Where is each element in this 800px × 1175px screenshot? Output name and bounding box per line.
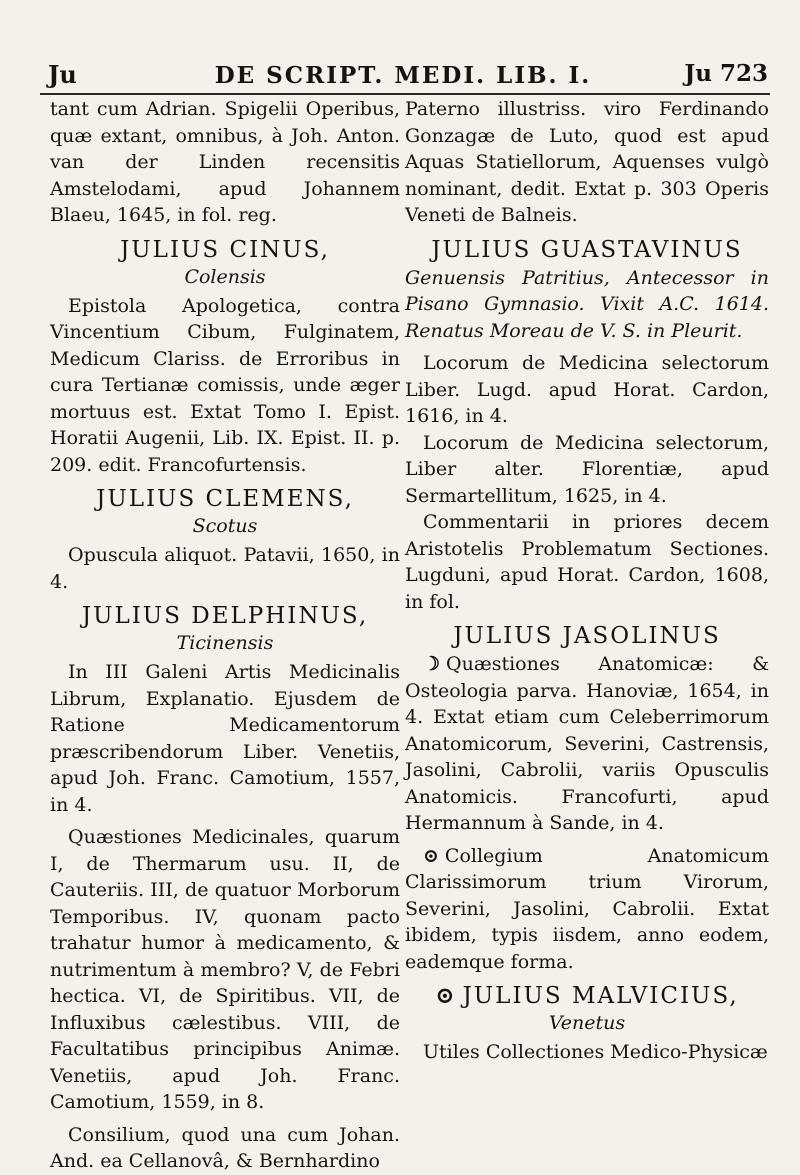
entry-text: Paterno illustriss. viro Ferdinando Gonzagæ de Luto, quod est apud Aquas Statiellorum, Aquenses vulgò nominant, dedit. Extat p. 303 Operis Veneti de Balneis. [405, 98, 769, 226]
author-origin: Ticinensis [176, 632, 274, 654]
running-head-left: Ju [48, 60, 77, 89]
author-heading: JULIUS GUASTAVINUS [431, 236, 743, 263]
entry-text: Quæstiones Medicinales, quarum I, de Thermarum usu. II, de Cauteriis. III, de quatuor Morborum Temporibus. IV, quonam pacto trahatur humor à medicamento, & nutrimentum à membro? V, de Febri hectica. VI, de Spiritibus. VII, de Influxibus cælestibus. VIII, de Facultatibus principibus Animæ. Venetiis, apud Joh. Franc. Camotium, 1559, in 8. [50, 826, 400, 1113]
moon-symbol-icon: ☽ [423, 653, 441, 675]
author-origin: Genuensis Patritius, Antecessor in Pisano Gymnasio. Vixit A.C. 1614. Renatus Moreau de V. S. in Pleurit. [405, 266, 769, 342]
entry-text: Locorum de Medicina selectorum Liber. Lugd. apud Horat. Cardon, 1616, in 4. [405, 352, 769, 427]
entry-text: Utiles Collectiones Medico-Physicæ [423, 1041, 768, 1063]
author-heading [405, 981, 769, 1011]
author-origin: Scotus [192, 515, 258, 537]
author-heading-text: JULIUS MALVICIUS, [462, 983, 739, 1009]
left-column [50, 96, 400, 1175]
entry-text-body: Quæstiones Anatomicæ: & Osteologia parva. Hanoviæ, 1654, in 4. Extat etiam cum Celeberrimorum Anatomicorum, Severini, Castrensis, Jasolini, Cabrolii, variis Opusculis Anatomicis. Francofurti, apud Hermannum à Sande, in 4. [405, 653, 769, 834]
entry-text: tant cum Adrian. Spigelii Operibus, quæ extant, omnibus, à Joh. Anton. van der Linden recensitis Amstelodami, apud Johannem Blaeu, 1645, in fol. reg. [50, 98, 400, 226]
entry-text: Locorum de Medicina selectorum, Liber alter. Florentiæ, apud Sermartellitum, 1625, in 4. [405, 431, 769, 507]
author-origin: Colensis [184, 265, 266, 288]
page-number: Ju 723 [684, 60, 768, 87]
running-head-title: DE SCRIPT. MEDI. LIB. I. [214, 62, 592, 89]
author-origin: Venetus [548, 1012, 626, 1034]
author-heading: JULIUS CINUS, [120, 236, 330, 263]
entry-text-body: Collegium Anatomicum Clarissimorum trium Virorum, Severini, Jasolini, Cabrolii. Extat ibidem, typis iisdem, anno eodem, eademque forma. [405, 844, 769, 973]
entry-text: In III Galeni Artis Medicinalis Librum, Explanatio. Ejusdem de Ratione Medicamentorum præscribendorum Liber. Venetiis, apud Joh. Franc. Camotium, 1557, in 4. [50, 661, 400, 816]
right-column [405, 96, 769, 1066]
author-heading: JULIUS JASOLINUS [453, 623, 721, 649]
running-head [38, 60, 768, 96]
sun-symbol-icon: ⊙ [435, 982, 457, 1009]
sun-symbol-icon: ⊙ [423, 844, 439, 867]
entry-text: Consilium, quod una cum Johan. And. ea Cellanovâ, & Bernhardino [50, 1123, 400, 1172]
entry-text: Commentarii in priores decem Aristotelis Problematum Sectiones. Lugduni, apud Horat. Cardon, 1608, in fol. [405, 511, 769, 613]
entry-text [405, 651, 769, 837]
header-rule [40, 93, 770, 95]
entry-text: Epistola Apologetica, contra Vincentium Cibum, Fulginatem, Medicum Clariss. de Erroribus in cura Tertianæ comissis, unde æger mortuus est. Extat Tomo I. Epist. Horatii Augenii, Lib. IX. Epist. II. p. 209. edit. Francofurtensis. [50, 294, 400, 476]
author-heading: JULIUS DELPHINUS, [81, 603, 369, 629]
entry-text [405, 843, 769, 976]
entry-text: Opuscula aliquot. Patavii, 1650, in 4. [50, 544, 400, 593]
author-heading: JULIUS CLEMENS, [96, 486, 354, 512]
